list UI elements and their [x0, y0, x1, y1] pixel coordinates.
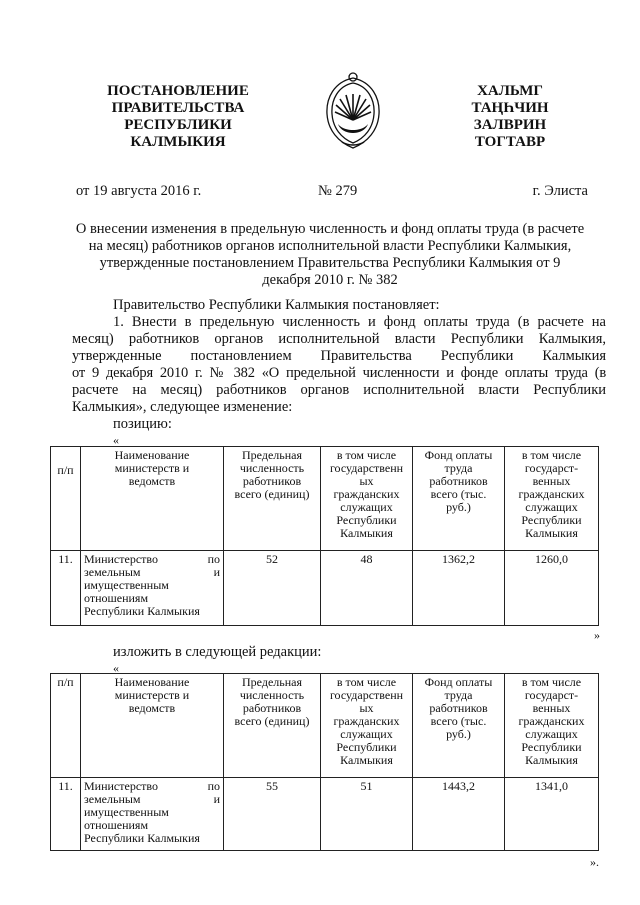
emblem-top: [349, 73, 357, 81]
row-name-line: Республики Калмыкия: [84, 604, 200, 618]
table-row: [51, 551, 599, 626]
close-quote-final: ».: [590, 855, 599, 869]
header-fund-line: Фонд оплаты: [424, 675, 493, 689]
table-new: [50, 673, 599, 851]
row-num: 11.: [51, 551, 81, 626]
header-fund-line: всего (тыс.: [430, 714, 487, 728]
header-civil: [321, 674, 413, 778]
header-num-text: п/п: [57, 675, 74, 689]
header-civil: [321, 447, 413, 551]
title-line: на месяц) работников органов исполнительной власти Республики Калмыкия,: [88, 238, 572, 254]
header-civil-line: служащих: [340, 500, 393, 514]
header-limit: [224, 674, 321, 778]
row-name-line: имущественным: [84, 578, 169, 592]
header-civil-line: гражданских: [333, 487, 400, 501]
header-fund-line: труда: [444, 461, 473, 475]
header-limit-line: всего (единиц): [234, 487, 310, 501]
emblem-lotus: [338, 124, 368, 133]
header-civil-line: ых: [359, 701, 374, 715]
open-quote: «: [113, 433, 119, 447]
header-fund-line: руб.): [446, 500, 471, 514]
header-right-line: ТАҢҺЧИН: [471, 100, 549, 116]
header-fund-civil: [505, 674, 599, 778]
row-fund-civil: 1260,0: [505, 551, 599, 626]
row-civil: 48: [321, 551, 413, 626]
header-fund-civil-line: гражданских: [518, 487, 585, 501]
header-fund: [413, 674, 505, 778]
header-fund-line: всего (тыс.: [430, 487, 487, 501]
row-fund: 1443,2: [413, 778, 505, 851]
header-civil-line: в том числе: [336, 448, 397, 462]
header-fund-civil-line: Республики: [521, 513, 582, 527]
replace-label: изложить в следующей редакции:: [113, 644, 322, 660]
row-name: [81, 551, 224, 626]
document-date: от 19 августа 2016 г.: [76, 183, 202, 199]
item-1-line: утвержденные постановлением Правительства Республики Калмыкия: [72, 348, 606, 364]
header-num-text: п/п: [57, 463, 74, 477]
header-fund-civil-line: в том числе: [521, 675, 582, 689]
header-name-line: Наименование: [114, 675, 190, 689]
header-name-line: министерств и: [114, 688, 190, 702]
document-city: г. Элиста: [532, 183, 588, 199]
title-line: О внесении изменения в предельную численность и фонд оплаты труда (в расчете: [75, 221, 585, 237]
header-fund-civil: [505, 447, 599, 551]
header-fund-line: руб.): [446, 727, 471, 741]
header-name: [81, 447, 224, 551]
coat-of-arms-icon: [320, 72, 386, 152]
header-limit-line: численность: [239, 688, 305, 702]
header-fund-civil-line: государст-: [524, 461, 579, 475]
row-name-line: земельным и: [84, 792, 220, 806]
title-line: утвержденные постановлением Правительства Республики Калмыкия от 9: [99, 255, 561, 271]
header-num: [51, 674, 81, 778]
header-name-line: ведомств: [128, 701, 176, 715]
item-1-line: от 9 декабря 2010 г. № 382 «О предельной численности и фонде оплаты труда (в: [72, 365, 606, 381]
header-right-line: ХАЛЬМГ: [477, 83, 543, 99]
item-1-line: месяц) работников органов исполнительной власти Республики Калмыкия,: [72, 331, 606, 347]
position-label: позицию:: [113, 416, 172, 432]
row-fund: 1362,2: [413, 551, 505, 626]
decree-text: Правительство Республики Калмыкия постановляет:: [113, 297, 440, 313]
row-name-line: земельным и: [84, 565, 220, 579]
header-civil-line: Калмыкия: [340, 753, 393, 767]
table-header-row: [51, 447, 599, 551]
row-name-line: имущественным: [84, 805, 169, 819]
header-fund-civil-line: Калмыкия: [525, 753, 578, 767]
table-old: [50, 446, 599, 626]
header-civil-line: Республики: [336, 740, 397, 754]
header-fund-civil-line: служащих: [525, 727, 578, 741]
header-limit-line: Предельная: [242, 675, 302, 689]
row-fund-civil: 1341,0: [505, 778, 599, 851]
row-name-line: отношениям: [84, 591, 149, 605]
header-civil-line: Калмыкия: [340, 526, 393, 540]
header-fund-line: работников: [429, 474, 488, 488]
row-name-line: Министерство по: [84, 779, 220, 793]
header-name-line: ведомств: [128, 474, 176, 488]
header-civil-line: государственн: [329, 461, 404, 475]
table-row: [51, 778, 599, 851]
row-num: 11.: [51, 778, 81, 851]
header-civil-line: в том числе: [336, 675, 397, 689]
header-fund-civil-line: Республики: [521, 740, 582, 754]
header-fund-line: труда: [444, 688, 473, 702]
emblem-rays: [335, 94, 371, 120]
item-1-line: Калмыкия», следующее изменение:: [72, 399, 293, 415]
header-right-line: ТОГТАВР: [474, 134, 546, 150]
header-fund-civil-line: венных: [532, 474, 571, 488]
header-limit-line: Предельная: [242, 448, 302, 462]
row-civil: 51: [321, 778, 413, 851]
header-fund: [413, 447, 505, 551]
header-fund-line: Фонд оплаты: [424, 448, 493, 462]
document-title: [60, 221, 600, 289]
title-line: декабря 2010 г. № 382: [262, 272, 398, 288]
row-limit: 52: [224, 551, 321, 626]
header-fund-civil-line: Калмыкия: [525, 526, 578, 540]
header-fund-line: работников: [429, 701, 488, 715]
header-limit: [224, 447, 321, 551]
open-quote-2: «: [113, 661, 119, 675]
row-name: [81, 778, 224, 851]
header-limit-line: работников: [242, 701, 302, 715]
header-fund-civil-line: служащих: [525, 500, 578, 514]
header-fund-civil-line: в том числе: [521, 448, 582, 462]
header-num: [51, 447, 81, 551]
row-name-line: отношениям: [84, 818, 149, 832]
header-civil-line: гражданских: [333, 714, 400, 728]
item-1-line: 1. Внести в предельную численность и фонд оплаты труда (в расчете на: [113, 314, 606, 330]
header-fund-civil-line: государст-: [524, 688, 579, 702]
header-left: [88, 83, 268, 151]
row-name-line: Республики Калмыкия: [84, 831, 200, 845]
item-1-paragraph: [72, 314, 606, 416]
header-fund-civil-line: гражданских: [518, 714, 585, 728]
header-limit-line: всего (единиц): [234, 714, 310, 728]
header-limit-line: численность: [239, 461, 305, 475]
item-1-line: расчете на месяц) работников органов исполнительной власти Республики: [72, 382, 606, 398]
header-name-line: министерств и: [114, 461, 190, 475]
header-civil-line: Республики: [336, 513, 397, 527]
header-name: [81, 674, 224, 778]
header-left-line: РЕСПУБЛИКИ: [124, 117, 232, 133]
header-left-line: КАЛМЫКИЯ: [130, 134, 226, 150]
header-civil-line: служащих: [340, 727, 393, 741]
row-limit: 55: [224, 778, 321, 851]
document-number: № 279: [318, 183, 358, 199]
header-name-line: Наименование: [114, 448, 190, 462]
header-fund-civil-line: венных: [532, 701, 571, 715]
header-limit-line: работников: [242, 474, 302, 488]
header-right-line: ЗАЛВРИН: [473, 117, 547, 133]
table-header-row: [51, 674, 599, 778]
header-civil-line: государственн: [329, 688, 404, 702]
row-name-line: Министерство по: [84, 552, 220, 566]
close-quote: »: [594, 628, 600, 642]
header-left-line: ПОСТАНОВЛЕНИЕ: [107, 83, 249, 99]
header-right: [440, 83, 580, 151]
header-civil-line: ых: [359, 474, 374, 488]
header-left-line: ПРАВИТЕЛЬСТВА: [111, 100, 245, 116]
